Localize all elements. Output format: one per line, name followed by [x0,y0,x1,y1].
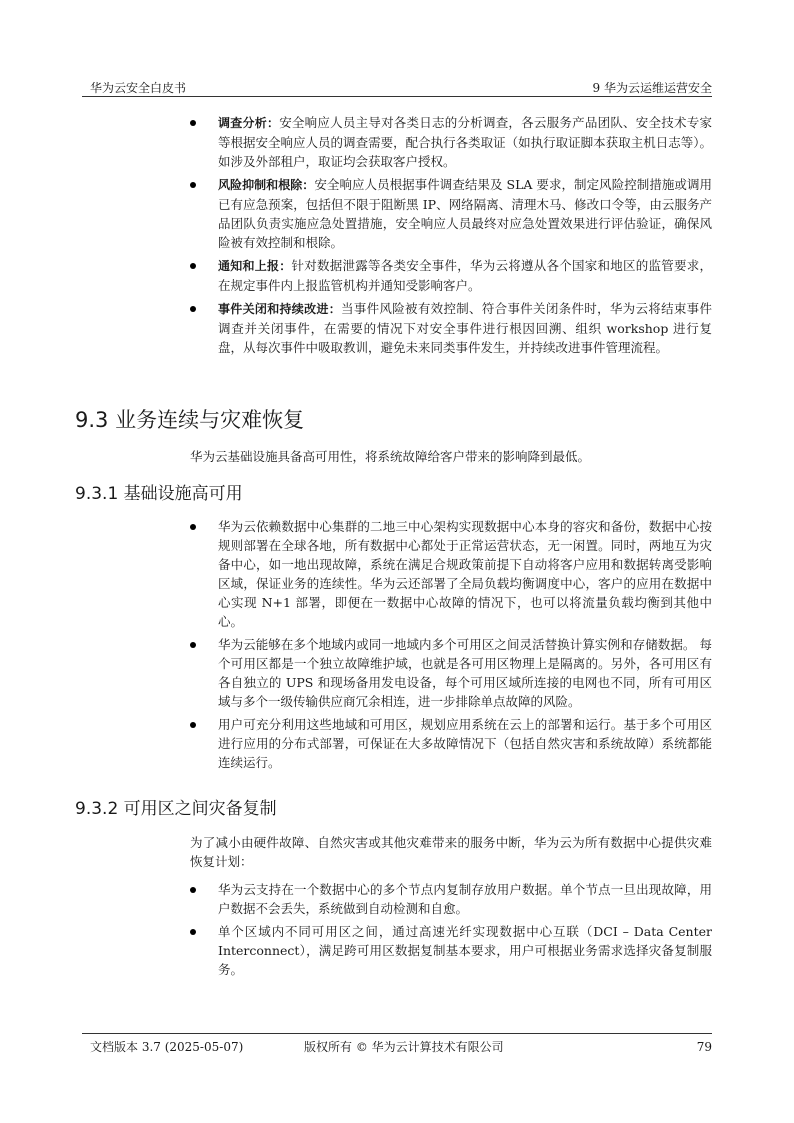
list-item [190,880,712,918]
bullet-icon [190,524,196,530]
bullet-icon [190,182,196,188]
list-item-text: 华为云依赖数据中心集群的二地三中心架构实现数据中心本身的容灾和备份，数据中心按规则部署在全球各地，所有数据中心都处于正常运营状态，无一闲置。同时，两地互为灾备中心，如一地出现故障，系统在满足合规政策前提下自动将客户应用和数据转离受影响区域，保证业务的连续性。华为云还部署了全局负载均衡调度中心，客户的应用在数据中心实现 N+1 部署，即便在一数据中心故障的情况下，也可以将流量负载均衡到其他中心。 [218,519,712,629]
bullet-icon [190,642,196,648]
header-doc-title: 华为云安全白皮书 [90,81,187,95]
header-chapter-title: 9 华为云运维运营安全 [592,81,712,95]
footer-copyright: 版权所有 © 华为云计算技术有限公司 [304,1040,504,1054]
bullet-icon [190,263,196,269]
list-item [190,922,712,979]
bullet-icon [190,929,196,935]
list-item-text: 华为云支持在一个数据中心的多个节点内复制存放用户数据。单个节点一旦出现故障，用户数据不会丢失，系统做到自动检测和自愈。 [218,882,712,916]
footer-version: 文档版本 3.7 (2025-05-07) [90,1040,244,1054]
list-item [190,256,712,295]
section-heading-9-3: 9.3 业务连续与灾难恢复 [75,408,305,432]
header-divider [82,96,712,97]
bullet-icon [190,306,196,312]
footer-divider [82,1033,712,1034]
incident-steps-list [190,113,712,361]
section-9-3-intro: 华为云基础设施具备高可用性，将系统故障给客户带来的影响降到最低。 [190,449,591,464]
list-item [190,175,712,252]
bullet-icon [190,887,196,893]
list-item [190,517,712,631]
list-item-term: 通知和上报： [218,259,292,273]
section-9-3-2-intro: 为了减小由硬件故障、自然灾害或其他灾难带来的服务中断，华为云为所有数据中心提供灾难恢复计划： [190,835,712,869]
list-item [190,113,712,171]
list-item-text: 安全响应人员根据事件调查结果及 SLA 要求，制定风险控制措施或调用已有应急预案，包括但不限于阻断黑 IP、网络隔离、清理木马、修改口令等，由云服务产品团队负责实施应急处置措施，安全响应人员最终对应急处置效果进行评估验证，确保风险被有效控制和根除。 [218,177,712,250]
section-heading-9-3-2: 9.3.2 可用区之间灾备复制 [75,799,277,819]
list-item [190,299,712,357]
list-item [190,635,712,711]
footer-page-number: 79 [696,1040,712,1054]
page-footer [82,1038,712,1056]
bullet-icon [190,120,196,126]
list-item-text: 单个区域内不同可用区之间，通过高速光纤实现数据中心互联（DCI – Data Center Interconnect），满足跨可用区数据复制基本要求，用户可根据业务需求选择灾备复制服务。 [218,924,712,977]
infrastructure-ha-list [190,517,712,776]
bullet-icon [190,722,196,728]
list-item-term: 风险抑制和根除： [218,178,315,192]
list-item-term: 事件关闭和持续改进： [218,302,342,316]
dr-replication-list [190,880,712,983]
list-item-text: 安全响应人员主导对各类日志的分析调查，各云服务产品团队、安全技术专家等根据安全响应人员的调查需要，配合执行各类取证（如执行取证脚本获取主机日志等）。如涉及外部租户，取证均会获取客户授权。 [218,115,712,169]
list-item-text: 当事件风险被有效控制、符合事件关闭条件时，华为云将结束事件调查并关闭事件，在需要的情况下对安全事件进行根因回溯、组织 workshop 进行复盘，从每次事件中吸取教训，避免未来同类事件发生，并持续改进事件管理流程。 [218,301,712,355]
list-item [190,715,712,772]
list-item-text: 华为云能够在多个地域内或同一地域内多个可用区之间灵活替换计算实例和存储数据。 每个可用区都是一个独立故障维护域，也就是各可用区物理上是隔离的。另外，各可用区有各自独立的 UPS 和现场备用发电设备，每个可用区域所连接的电网也不同，所有可用区域与多个一级传输供应商冗余相连，进一步排除单点故障的风险。 [218,637,712,709]
list-item-term: 调查分析： [218,116,280,130]
section-heading-9-3-1: 9.3.1 基础设施高可用 [75,484,243,504]
page-header [82,79,712,97]
list-item-text: 用户可充分利用这些地域和可用区，规划应用系统在云上的部署和运行。基于多个可用区进行应用的分布式部署，可保证在大多故障情况下（包括自然灾害和系统故障）系统都能连续运行。 [218,717,712,770]
list-item-text: 针对数据泄露等各类安全事件，华为云将遵从各个国家和地区的监管要求，在规定事件内上报监管机构并通知受影响客户。 [218,258,712,293]
